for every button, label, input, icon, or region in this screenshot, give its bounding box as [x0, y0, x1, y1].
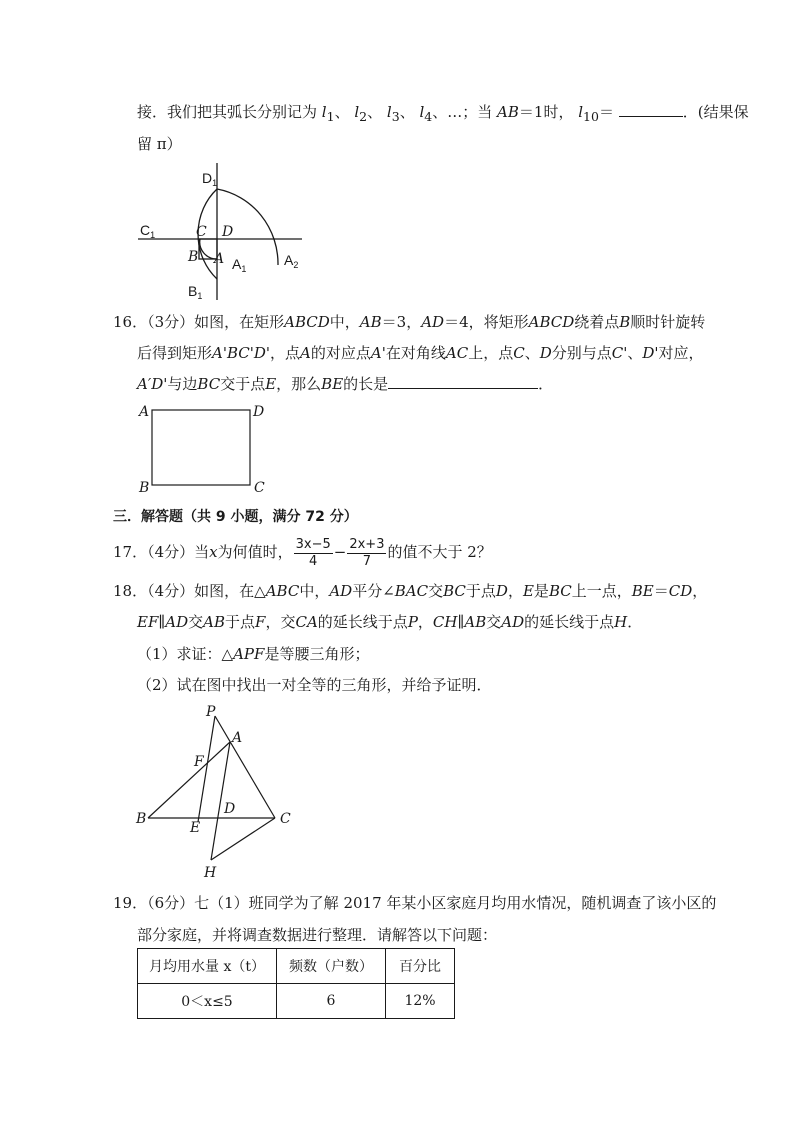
q16-line-2: 后得到矩形A'BC'D'，点A的对应点A'在对角线AC上，点C、D分别与点C'、D'对应， — [137, 344, 704, 362]
label-A: A — [214, 251, 225, 267]
label-D: D — [224, 801, 236, 817]
q16-line-1: 16．（3分）如图，在矩形ABCD中，AB＝3，AD＝4，将矩形ABCD绕着点B顺时针旋转 — [113, 313, 706, 331]
label-C: C — [280, 811, 291, 827]
q18-line-2: EF∥AD交AB于点F，交CA的延长线于点P，CH∥AB交AD的延长线于点H． — [137, 613, 643, 631]
q15-spiral-figure — [130, 155, 310, 305]
label-D1: $D_1$ — [202, 170, 218, 188]
table-header-cell: 频数（户数） — [277, 949, 386, 984]
table-header-cell: 月均用水量 x（t） — [138, 949, 277, 984]
q18-triangle-figure — [132, 700, 302, 882]
rectangle-abcd — [152, 410, 250, 485]
label-D: D — [222, 224, 234, 240]
label-C: C — [254, 480, 265, 496]
q16-answer-blank[interactable] — [388, 374, 538, 389]
label-E: E — [190, 820, 201, 836]
label-B1: $B_1$ — [188, 283, 203, 301]
label-D: D — [253, 404, 265, 420]
label-A1: $A_1$ — [232, 256, 247, 274]
label-C1: $C_1$ — [140, 222, 156, 240]
label-B: B — [188, 249, 199, 265]
label-H: H — [204, 865, 217, 881]
q17-line: 17．（4分）当x为何值时， $\frac{3x-5}{4}$ − $\frac{2x+3}{7}$ 的值不大于 2？ — [113, 536, 492, 569]
q18-sub-2: （2）试在图中找出一对全等的三角形，并给予证明． — [137, 676, 492, 694]
q16-rectangle-figure — [135, 400, 270, 496]
q18-sub-1: （1）求证：△APF是等腰三角形； — [137, 645, 370, 663]
label-C: C — [196, 224, 207, 240]
q16-line-3: A′D'与边BC交于点E，那么BE的长是 ． — [137, 375, 554, 393]
label-B: B — [136, 811, 147, 827]
fraction-1: $\frac{3x-5}{4}$ — [295, 536, 331, 569]
table-cell: 6 — [277, 984, 386, 1019]
q15-answer-blank[interactable] — [619, 102, 683, 117]
label-B: B — [139, 480, 150, 496]
section-3-heading: 三．解答题（共 9 小题，满分 72 分） — [113, 509, 358, 525]
q15-line-2: 留 π） — [137, 135, 182, 153]
table-row — [138, 984, 455, 1019]
label-A: A — [232, 730, 243, 746]
table-cell: 0＜x≤5 — [138, 984, 277, 1019]
label-A: A — [139, 404, 150, 420]
label-F: F — [194, 754, 204, 770]
segment-BA — [148, 742, 230, 818]
q19-line-2: 部分家庭，并将调查数据进行整理．请解答以下问题： — [137, 926, 498, 944]
fraction-2: $\frac{2x+3}{7}$ — [349, 536, 385, 569]
q19-line-1: 19．（6分）七（1）班同学为了解 2017 年某小区家庭月均用水情况，随机调查了该小区的 — [113, 894, 717, 912]
table-header-row — [138, 949, 455, 984]
label-P: P — [206, 704, 216, 720]
segment-HC — [211, 818, 275, 860]
q15-line-1: 接．我们把其弧长分别记为 $l_1$、 $l_2$、 $l_3$、 $l_4$、…；当 AB＝1时， $l_{10}=$ ．(结果保 — [137, 103, 749, 124]
label-A2: $A_2$ — [284, 252, 299, 270]
water-usage-table — [137, 948, 455, 1019]
table-cell: 12% — [386, 984, 455, 1019]
q18-line-1: 18．（4分）如图，在△ABC中，AD平分∠BAC交BC于点D，E是BC上一点，BE＝CD， — [113, 582, 708, 600]
table-header-cell: 百分比 — [386, 949, 455, 984]
